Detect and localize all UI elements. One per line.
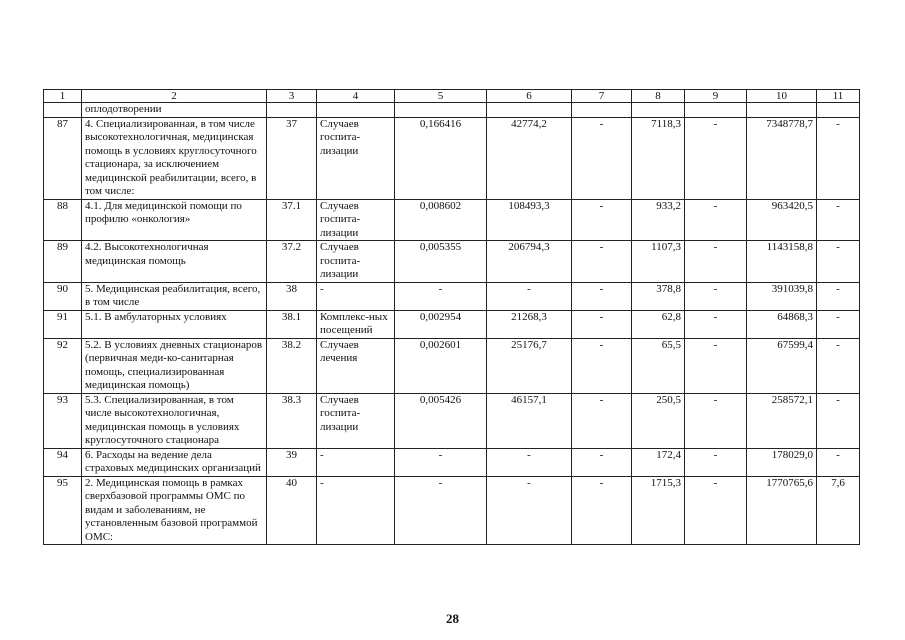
row-code: 40	[267, 476, 317, 545]
row-code: 38	[267, 282, 317, 310]
col-11-value: -	[817, 282, 860, 310]
table-row	[44, 393, 860, 448]
col-8-value: 172,4	[632, 448, 685, 476]
table-row	[44, 103, 860, 118]
col-6-value	[487, 103, 572, 118]
col-7-value: -	[572, 393, 632, 448]
col-7-value: -	[572, 476, 632, 545]
col-11-value: -	[817, 338, 860, 393]
row-unit: Случаев госпита-лизации	[317, 117, 395, 199]
col-8-value: 250,5	[632, 393, 685, 448]
table-row	[44, 117, 860, 199]
col-5-value: 0,008602	[395, 199, 487, 241]
row-name: 5. Медицинская реабилитация, всего, в том числе	[82, 282, 267, 310]
col-6-value: 206794,3	[487, 241, 572, 283]
col-10-value: 1770765,6	[747, 476, 817, 545]
data-table	[43, 89, 860, 545]
column-header-11: 11	[817, 90, 860, 103]
col-11-value	[817, 103, 860, 118]
row-unit: Случаев госпита-лизации	[317, 393, 395, 448]
column-header-8: 8	[632, 90, 685, 103]
column-header-1: 1	[44, 90, 82, 103]
col-8-value: 7118,3	[632, 117, 685, 199]
col-5-value: -	[395, 476, 487, 545]
row-name: 5.1. В амбулаторных условиях	[82, 310, 267, 338]
col-5-value: -	[395, 282, 487, 310]
row-code: 37.1	[267, 199, 317, 241]
col-10-value	[747, 103, 817, 118]
row-name: 4. Специализированная, в том числе высокотехнологичная, медицинская помощь в условиях круглосуточного стационара, за исключением медицинской реабилитации, всего, в том числе:	[82, 117, 267, 199]
row-name: 5.3. Специализированная, в том числе высокотехнологичная, медицинская помощь в условиях круглосуточного стационара	[82, 393, 267, 448]
col-11-value: 7,6	[817, 476, 860, 545]
row-code: 37.2	[267, 241, 317, 283]
col-10-value: 64868,3	[747, 310, 817, 338]
row-code: 38.2	[267, 338, 317, 393]
col-11-value: -	[817, 310, 860, 338]
row-code: 38.3	[267, 393, 317, 448]
col-10-value: 963420,5	[747, 199, 817, 241]
col-9-value: -	[685, 476, 747, 545]
col-5-value: 0,005426	[395, 393, 487, 448]
col-7-value: -	[572, 282, 632, 310]
col-11-value: -	[817, 448, 860, 476]
table-row	[44, 282, 860, 310]
table-row	[44, 338, 860, 393]
table-row	[44, 448, 860, 476]
row-number: 89	[44, 241, 82, 283]
column-header-4: 4	[317, 90, 395, 103]
col-7-value	[572, 103, 632, 118]
col-7-value: -	[572, 199, 632, 241]
col-9-value: -	[685, 338, 747, 393]
row-number: 95	[44, 476, 82, 545]
column-header-6: 6	[487, 90, 572, 103]
col-9-value: -	[685, 199, 747, 241]
col-8-value: 378,8	[632, 282, 685, 310]
col-10-value: 67599,4	[747, 338, 817, 393]
col-8-value: 1715,3	[632, 476, 685, 545]
col-11-value: -	[817, 241, 860, 283]
col-5-value: 0,002601	[395, 338, 487, 393]
table-row	[44, 476, 860, 545]
column-header-10: 10	[747, 90, 817, 103]
table-row	[44, 241, 860, 283]
row-unit: Случаев госпита-лизации	[317, 199, 395, 241]
col-6-value: -	[487, 448, 572, 476]
row-number: 91	[44, 310, 82, 338]
row-code: 38.1	[267, 310, 317, 338]
table-row	[44, 310, 860, 338]
row-unit: Комплекс-ных посещений	[317, 310, 395, 338]
col-6-value: 108493,3	[487, 199, 572, 241]
col-11-value: -	[817, 199, 860, 241]
column-header-9: 9	[685, 90, 747, 103]
col-7-value: -	[572, 241, 632, 283]
col-9-value	[685, 103, 747, 118]
row-name: 5.2. В условиях дневных стационаров (первичная меди-ко-санитарная помощь, специализированная медицинская помощь)	[82, 338, 267, 393]
row-unit: Случаев лечения	[317, 338, 395, 393]
col-8-value: 65,5	[632, 338, 685, 393]
row-number	[44, 103, 82, 118]
row-unit: -	[317, 476, 395, 545]
col-8-value: 933,2	[632, 199, 685, 241]
row-unit: -	[317, 448, 395, 476]
col-6-value: 46157,1	[487, 393, 572, 448]
col-6-value: -	[487, 282, 572, 310]
row-unit: -	[317, 282, 395, 310]
col-10-value: 178029,0	[747, 448, 817, 476]
col-11-value: -	[817, 117, 860, 199]
col-6-value: 42774,2	[487, 117, 572, 199]
page-number: 28	[446, 611, 459, 626]
table-row	[44, 199, 860, 241]
col-5-value: -	[395, 448, 487, 476]
row-name: оплодотворении	[82, 103, 267, 118]
row-number: 92	[44, 338, 82, 393]
col-8-value	[632, 103, 685, 118]
col-7-value: -	[572, 338, 632, 393]
col-5-value: 0,166416	[395, 117, 487, 199]
col-7-value: -	[572, 310, 632, 338]
column-header-7: 7	[572, 90, 632, 103]
col-5-value: 0,002954	[395, 310, 487, 338]
col-10-value: 391039,8	[747, 282, 817, 310]
row-unit: Случаев госпита-лизации	[317, 241, 395, 283]
col-5-value	[395, 103, 487, 118]
col-8-value: 62,8	[632, 310, 685, 338]
row-number: 94	[44, 448, 82, 476]
col-6-value: 25176,7	[487, 338, 572, 393]
row-number: 93	[44, 393, 82, 448]
row-number: 87	[44, 117, 82, 199]
row-name: 4.1. Для медицинской помощи по профилю «онкология»	[82, 199, 267, 241]
col-9-value: -	[685, 282, 747, 310]
row-name: 6. Расходы на ведение дела страховых медицинских организаций	[82, 448, 267, 476]
col-7-value: -	[572, 117, 632, 199]
col-8-value: 1107,3	[632, 241, 685, 283]
col-6-value: 21268,3	[487, 310, 572, 338]
row-number: 90	[44, 282, 82, 310]
header-row	[44, 90, 860, 103]
row-code: 39	[267, 448, 317, 476]
col-6-value: -	[487, 476, 572, 545]
row-unit	[317, 103, 395, 118]
col-5-value: 0,005355	[395, 241, 487, 283]
col-9-value: -	[685, 310, 747, 338]
column-header-3: 3	[267, 90, 317, 103]
col-9-value: -	[685, 448, 747, 476]
row-name: 4.2. Высокотехнологичная медицинская помощь	[82, 241, 267, 283]
col-7-value: -	[572, 448, 632, 476]
row-name: 2. Медицинская помощь в рамках сверхбазовой программы ОМС по видам и заболеваниям, не установленным базовой программой ОМС:	[82, 476, 267, 545]
row-number: 88	[44, 199, 82, 241]
col-9-value: -	[685, 117, 747, 199]
row-code	[267, 103, 317, 118]
column-header-2: 2	[82, 90, 267, 103]
column-header-5: 5	[395, 90, 487, 103]
col-9-value: -	[685, 393, 747, 448]
col-10-value: 258572,1	[747, 393, 817, 448]
col-11-value: -	[817, 393, 860, 448]
col-9-value: -	[685, 241, 747, 283]
col-10-value: 1143158,8	[747, 241, 817, 283]
table-body	[44, 103, 860, 545]
col-10-value: 7348778,7	[747, 117, 817, 199]
row-code: 37	[267, 117, 317, 199]
table-header	[44, 90, 860, 103]
